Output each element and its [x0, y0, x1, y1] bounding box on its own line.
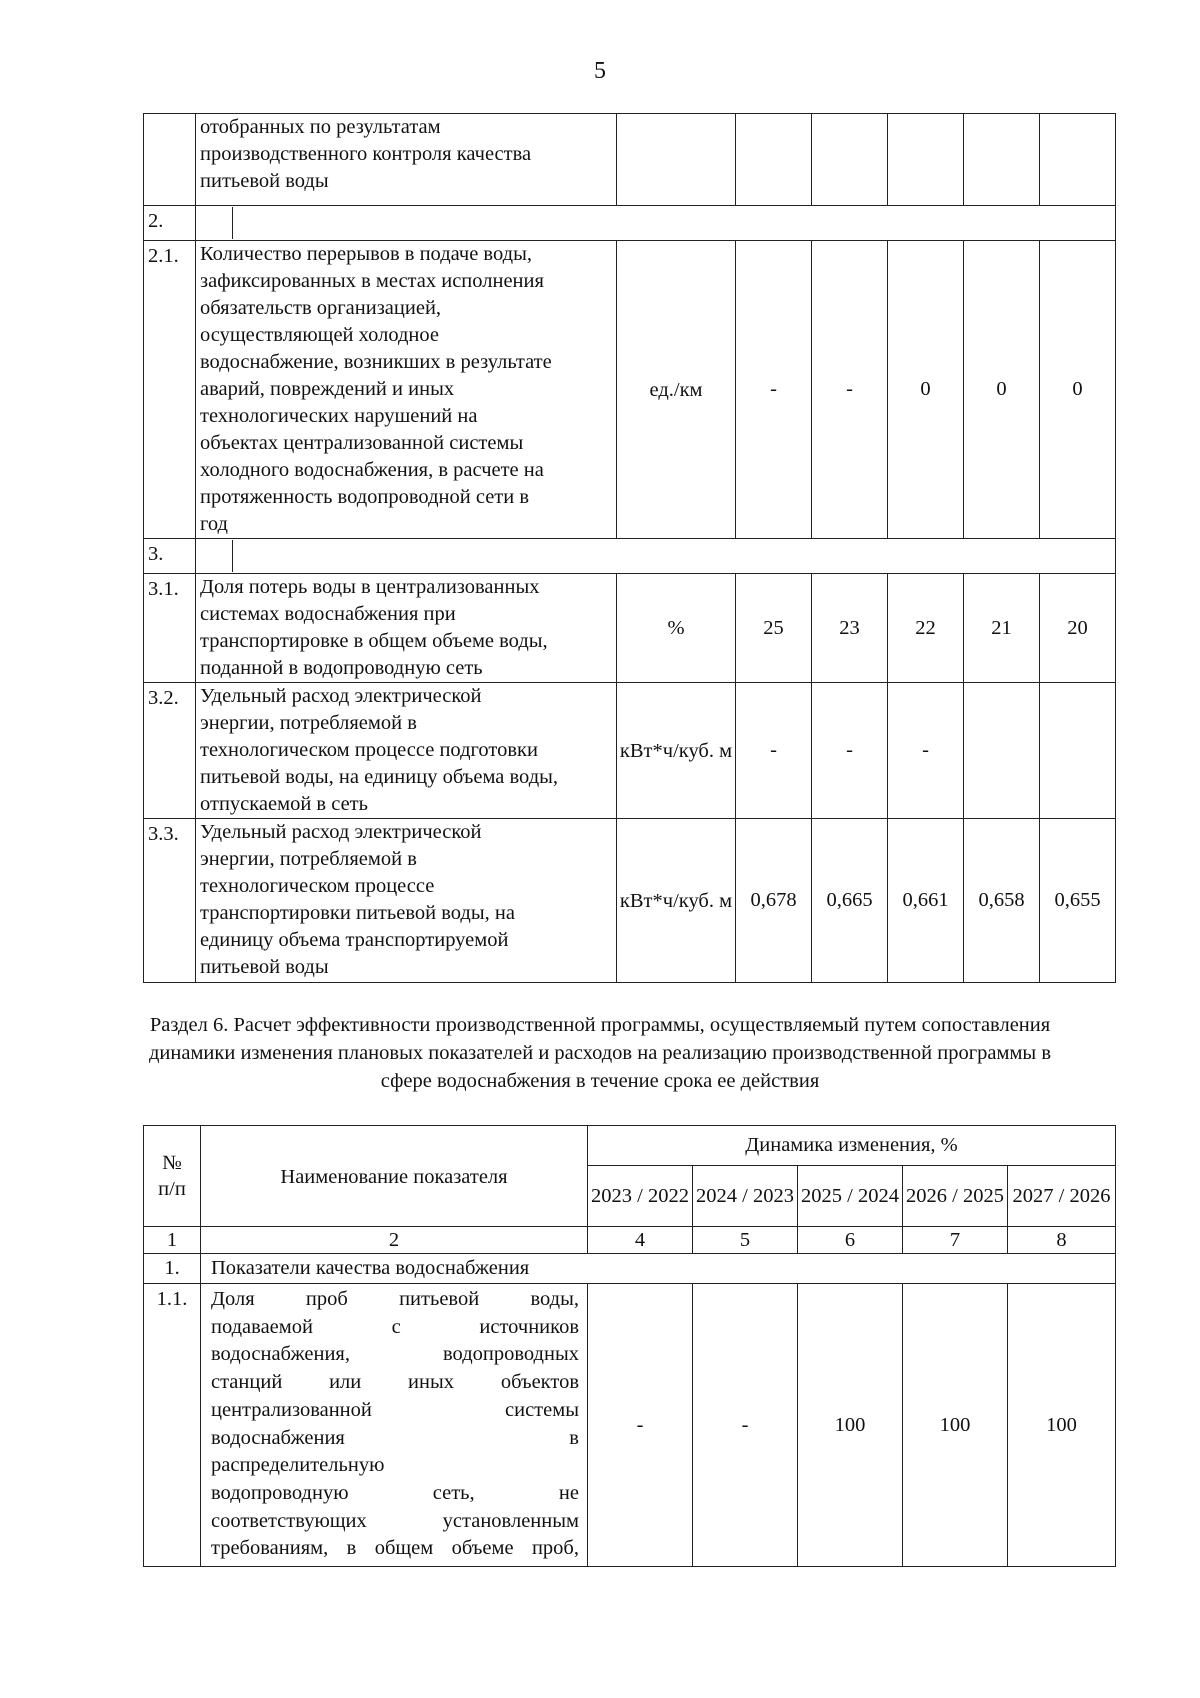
row-unit: кВт*ч/куб. м — [617, 819, 736, 983]
column-number: 5 — [693, 1227, 798, 1254]
row-name — [196, 241, 617, 539]
row-num — [144, 114, 196, 206]
row-name-line: осуществляющей холодное — [200, 324, 439, 346]
row-name-line: единицу объема транспортируемой — [200, 929, 509, 951]
header-num — [144, 1126, 201, 1227]
page-number: 5 — [594, 58, 606, 84]
row-name — [196, 683, 617, 819]
efficiency-table — [143, 1125, 1116, 1567]
row-value: - — [812, 241, 888, 539]
row-name-line: водопроводную сеть, не — [211, 1481, 579, 1504]
row-value: 0 — [888, 241, 964, 539]
row-value — [964, 683, 1040, 819]
header-name — [201, 1126, 588, 1227]
row-name-line: энергии, потребляемой в — [200, 712, 417, 734]
year-header-text: 2024 / 2023 — [696, 1185, 794, 1207]
column-number: 7 — [903, 1227, 1008, 1254]
row-name-line: объектах централизованной системы — [200, 432, 524, 454]
row-value: 100 — [903, 1284, 1008, 1567]
row-name-line: питьевой воды — [200, 170, 329, 192]
row-value: 100 — [798, 1284, 903, 1567]
row-name-line: аварий, повреждений и иных — [200, 378, 455, 400]
column-number: 2 — [201, 1227, 588, 1254]
row-name-line: технологическом процессе — [200, 875, 435, 897]
row-name-line: технологическом процессе подготовки — [200, 739, 538, 761]
row-name-line: Доля потерь воды в централизованных — [200, 576, 540, 598]
year-header — [798, 1166, 903, 1227]
row-name-line: централизованной системы — [211, 1398, 579, 1421]
year-header — [1008, 1166, 1116, 1227]
row-value — [812, 114, 888, 206]
row-num: 3.1. — [144, 574, 196, 683]
row-value — [1040, 683, 1116, 819]
row-value: 21 — [964, 574, 1040, 683]
row-value: 0 — [964, 241, 1040, 539]
row-name — [201, 1284, 588, 1567]
row-value — [888, 114, 964, 206]
row-value: 0,658 — [964, 819, 1040, 983]
row-num: 3.3. — [144, 819, 196, 983]
indicators-table — [143, 113, 1116, 983]
row-value: - — [693, 1284, 798, 1567]
section-row-body — [196, 539, 1116, 574]
header-name-text: Наименование показателя — [280, 1166, 508, 1188]
row-unit: % — [617, 574, 736, 683]
row-name-line: транспортировки питьевой воды, на — [200, 902, 515, 924]
row-name-line: питьевой воды, на единицу объема воды, — [200, 766, 559, 788]
row-name — [196, 574, 617, 683]
row-name-line: протяженность водопроводной сети в — [200, 486, 530, 508]
year-header — [588, 1166, 693, 1227]
year-header — [903, 1166, 1008, 1227]
row-name-line: питьевой воды — [200, 956, 329, 978]
section-num: 2. — [144, 206, 196, 241]
row-value: - — [588, 1284, 693, 1567]
row-value: 0,665 — [812, 819, 888, 983]
table-row — [144, 114, 1116, 206]
row-value: 0,678 — [736, 819, 812, 983]
year-header-text: 2026 / 2025 — [906, 1185, 1004, 1207]
column-number: 4 — [588, 1227, 693, 1254]
row-num: 1.1. — [144, 1284, 201, 1567]
row-value: 0,661 — [888, 819, 964, 983]
row-value: 0 — [1040, 241, 1116, 539]
section-1-num: 1. — [144, 1254, 201, 1284]
row-name-line: год — [200, 513, 228, 535]
row-num: 3.2. — [144, 683, 196, 819]
row-value — [1040, 114, 1116, 206]
row-name-line: требованиям, в общем объеме проб, — [211, 1537, 579, 1560]
row-name-line: водоснабжения в — [211, 1426, 579, 1449]
column-number: 1 — [144, 1227, 201, 1254]
row-name-line: подаваемой с источников — [211, 1315, 579, 1338]
row-name-line: Удельный расход электрической — [200, 821, 482, 843]
year-header-text: 2023 / 2022 — [591, 1185, 689, 1207]
table-row — [144, 539, 1116, 574]
row-value: 25 — [736, 574, 812, 683]
header-num-text: № п/п — [158, 1152, 186, 1200]
row-value: 20 — [1040, 574, 1116, 683]
section-6-title: Раздел 6. Расчет эффективности производственной программы, осуществляемый путем сопоставления динамики изменения плановых показателей и расходов на реализацию производственной программы в сфере водоснабжения в течение срока ее действия — [148, 1014, 1051, 1092]
table-row — [144, 574, 1116, 683]
table-row — [144, 683, 1116, 819]
row-value: - — [888, 683, 964, 819]
row-value: 0,655 — [1040, 819, 1116, 983]
row-value: - — [812, 683, 888, 819]
row-name-line: обязательств организацией, — [200, 297, 442, 319]
row-name-line: водоснабжения, водопроводных — [211, 1343, 579, 1366]
section-1-title: Показатели качества водоснабжения — [201, 1254, 1116, 1284]
row-value: 100 — [1008, 1284, 1116, 1567]
row-value: 22 — [888, 574, 964, 683]
row-name-line: производственного контроля качества — [200, 143, 532, 165]
year-header — [693, 1166, 798, 1227]
row-name-line: Количество перерывов в подаче воды, — [200, 243, 532, 265]
row-name-line: поданной в водопроводную сеть — [200, 657, 483, 679]
row-num: 2.1. — [144, 241, 196, 539]
row-name-line: системах водоснабжения при — [200, 603, 456, 625]
table-row — [144, 206, 1116, 241]
section-row-body — [196, 206, 1116, 241]
row-value: - — [736, 241, 812, 539]
section-num: 3. — [144, 539, 196, 574]
row-name-line: распределительную — [211, 1454, 385, 1477]
table-row — [144, 241, 1116, 539]
row-name-line: отпускаемой в сеть — [200, 793, 368, 815]
column-number: 8 — [1008, 1227, 1116, 1254]
row-name-line: технологических нарушений на — [200, 405, 478, 427]
row-name-line: энергии, потребляемой в — [200, 848, 417, 870]
section-spacer — [196, 540, 233, 572]
row-name-line: транспортировке в общем объеме воды, — [200, 630, 548, 652]
row-name-line: Доля проб питьевой воды, — [211, 1288, 579, 1310]
row-value: - — [736, 683, 812, 819]
row-name-line: холодного водоснабжения, в расчете на — [200, 459, 544, 481]
row-name — [196, 114, 617, 206]
row-name-line: Удельный расход электрической — [200, 685, 482, 707]
column-number: 6 — [798, 1227, 903, 1254]
row-unit: кВт*ч/куб. м — [617, 683, 736, 819]
row-unit — [617, 114, 736, 206]
year-header-text: 2027 / 2026 — [1012, 1185, 1111, 1207]
row-name-line: зафиксированных в местах исполнения — [200, 270, 544, 292]
row-name — [196, 819, 617, 983]
section-spacer — [196, 207, 233, 239]
year-header-text: 2025 / 2024 — [801, 1185, 899, 1207]
row-name-line: соответствующих установленным — [211, 1509, 579, 1532]
row-value: 23 — [812, 574, 888, 683]
row-name-line: отобранных по результатам — [200, 116, 441, 138]
row-value — [964, 114, 1040, 206]
table-row — [144, 819, 1116, 983]
header-dynamics: Динамика изменения, % — [588, 1126, 1116, 1166]
row-unit: ед./км — [617, 241, 736, 539]
row-value — [736, 114, 812, 206]
row-name-line: водоснабжение, возникших в результате — [200, 351, 552, 373]
row-name-line: станций или иных объектов — [211, 1371, 579, 1394]
